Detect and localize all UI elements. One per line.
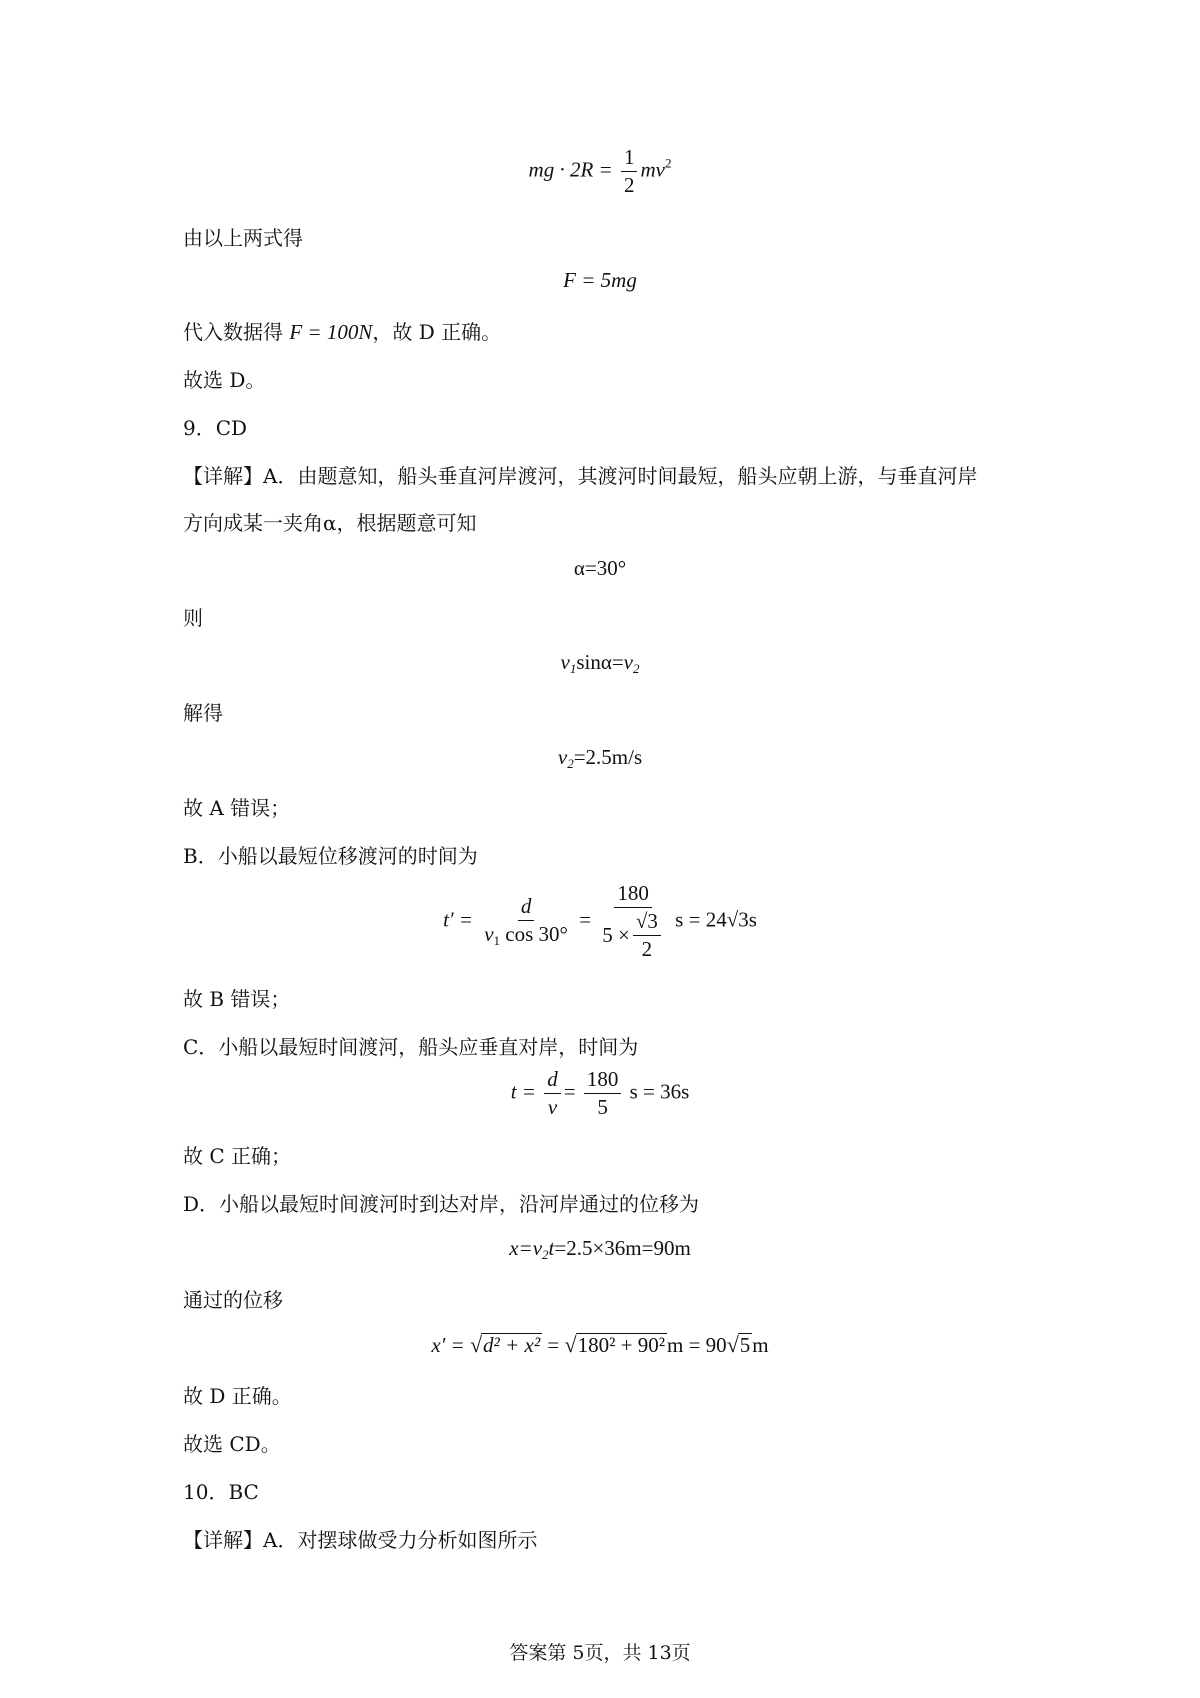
text-line: D．小船以最短时间渡河时到达对岸，沿河岸通过的位移为 — [183, 1192, 700, 1216]
text-line: C．小船以最短时间渡河，船头应垂直对岸，时间为 — [183, 1035, 639, 1059]
text-line: 故 A 错误； — [183, 796, 291, 820]
equation-v2: $v_2=2.5m/s$ — [557, 745, 643, 771]
text-line: B．小船以最短位移渡河的时间为 — [183, 844, 478, 868]
text-line: 【详解】A．对摆球做受力分析如图所示 — [183, 1528, 538, 1552]
equation-velocity: $v_1\sin\alpha=v_2$ — [560, 650, 640, 676]
question-number: 10．BC — [183, 1480, 259, 1504]
question-number: 9．CD — [183, 416, 248, 440]
text-line: 故选 D。 — [183, 368, 266, 392]
page-footer: 答案第 5页，共 13页 — [509, 1642, 691, 1664]
text-line: 【详解】A．由题意知，船头垂直河岸渡河，其渡河时间最短，船头应朝上游，与垂直河岸 — [183, 464, 978, 488]
text-line: 通过的位移 — [183, 1288, 283, 1312]
equation-energy: mg · 2R = $\frac{1}{2}$ $mv^2$ — [528, 145, 672, 198]
text-line: 故 C 正确； — [183, 1144, 292, 1168]
equation-alpha: α=30° — [573, 556, 627, 580]
equation-t: t = $\frac{d}{v}$ = $\frac{180}{5}$ s = 36s — [510, 1067, 690, 1120]
text-line: 故选 CD。 — [183, 1432, 281, 1456]
equation-tprime: t′ = $\frac{d}{v_1 \cos 30^\circ}$ = 180 5 × $\frac{√3}{2}$ s = 24√3s — [443, 881, 757, 962]
eq-fraction: $\frac{1}{2}$ — [621, 146, 638, 197]
text-line: 故 B 错误； — [183, 987, 291, 1011]
text-line: 方向成某一夹角α，根据题意可知 — [183, 511, 477, 535]
text-line: 故 D 正确。 — [183, 1384, 292, 1408]
equation-force: F = 5mg — [563, 268, 637, 292]
equation-x: $x=v_2t=2.5\times 36m=90m$ — [509, 1236, 691, 1262]
text-line: 代入数据得 F = 100N，故 D 正确。 — [183, 320, 502, 344]
equation-xprime: x′ = √d² + x² = √180² + 90²m = 90√5m — [431, 1332, 769, 1357]
text-line: 则 — [183, 606, 203, 630]
text-line: 由以上两式得 — [183, 226, 303, 250]
text-line: 解得 — [183, 701, 223, 725]
eq-lhs: mg · 2R = — [528, 157, 613, 182]
